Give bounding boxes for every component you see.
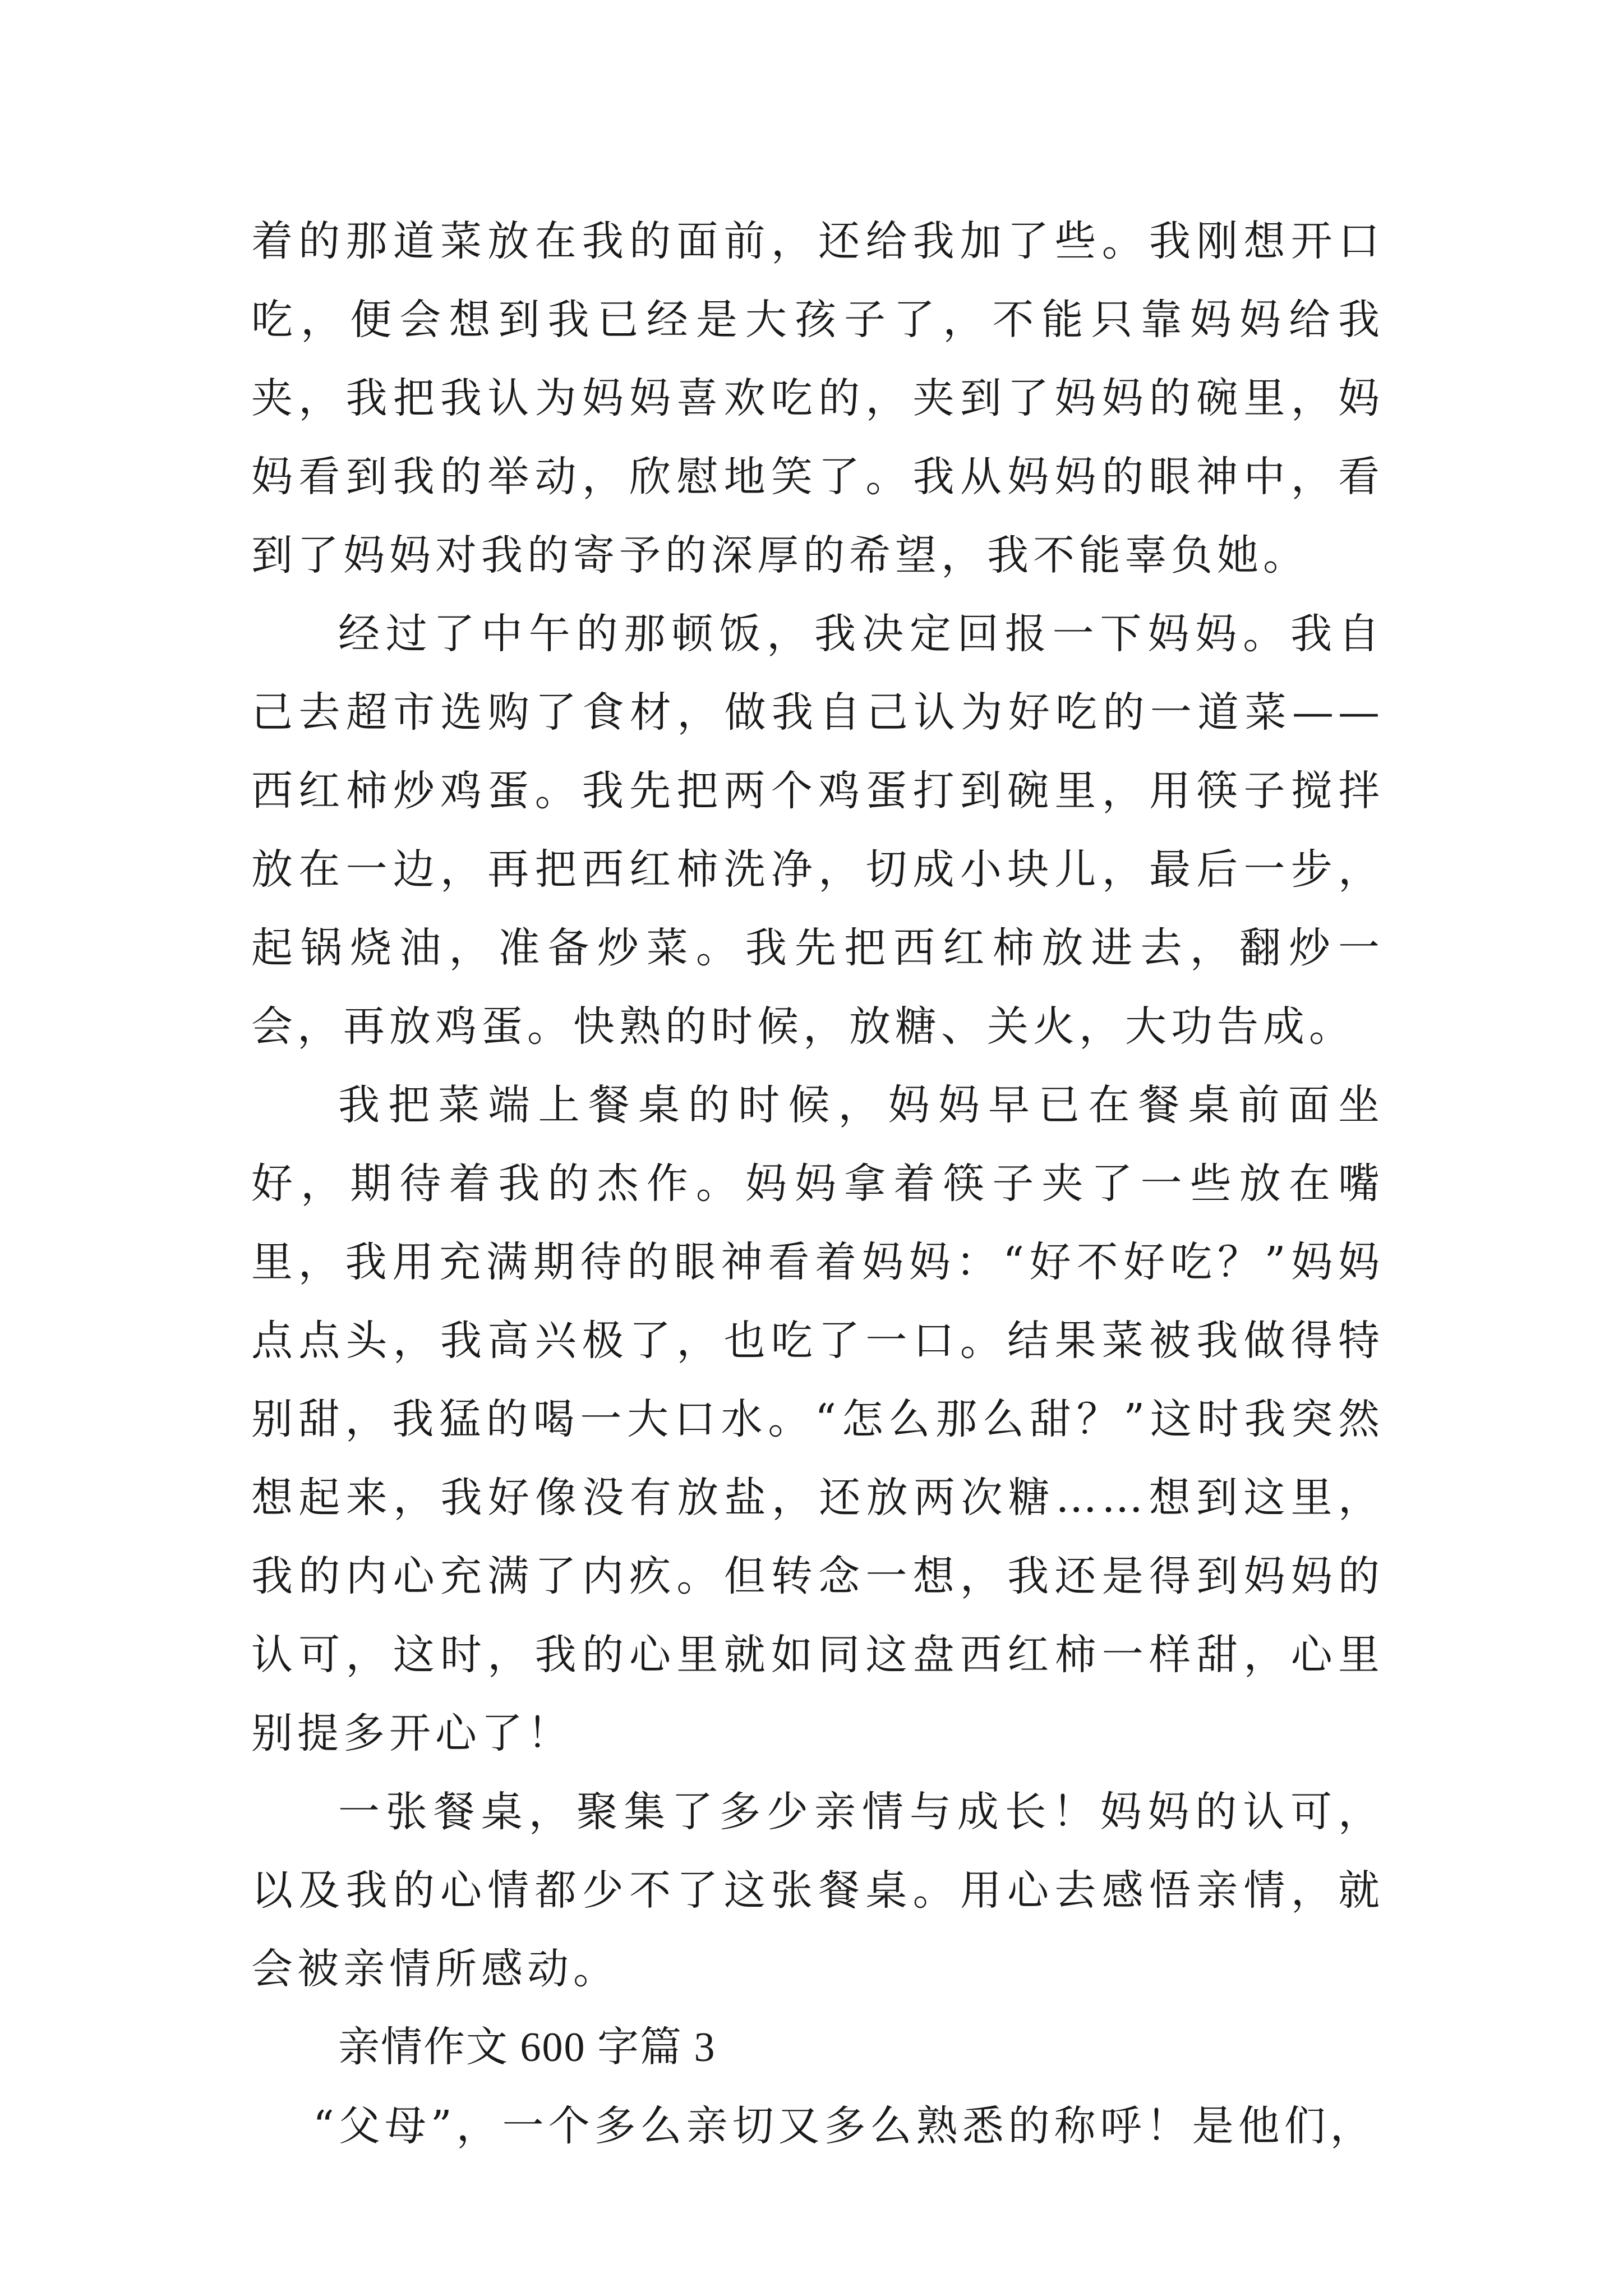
paragraph-cooking: 经过了中午的那顿饭，我决定回报一下妈妈。我自己去超市选购了食材，做我自己认为好吃的一道菜——西红柿炒鸡蛋。我先把两个鸡蛋打到碗里，用筷子搅拌放在一边，再把西红柿洗净，切成小块儿，最后一步，起锅烧油，准备炒菜。我先把西红柿放进去，翻炒一会，再放鸡蛋。快熟的时候，放糖、关火，大功告成。 <box>251 610 1384 1051</box>
section-heading: 亲情作文 600 字篇 3 <box>338 2024 716 2070</box>
paragraph-parents-intro: “父母”，一个多么亲切又多么熟悉的称呼！是他们， <box>313 2102 1376 2150</box>
paragraph-conclusion: 一张餐桌，聚集了多少亲情与成长！妈妈的认可，以及我的心情都少不了这张餐桌。用心去感悟亲情，就会被亲情所感动。 <box>251 1788 1384 1993</box>
paragraph-continuation: 着的那道菜放在我的面前，还给我加了些。我刚想开口吃，便会想到我已经是大孩子了，不能只靠妈妈给我夹，我把我认为妈妈喜欢吃的，夹到了妈妈的碗里，妈妈看到我的举动，欣慰地笑了。我从妈妈的眼神中，看到了妈妈对我的寄予的深厚的希望，我不能辜负她。 <box>251 217 1384 579</box>
paragraph-dinner-table: 我把菜端上餐桌的时候，妈妈早已在餐桌前面坐好，期待着我的杰作。妈妈拿着筷子夹了一些放在嘴里，我用充满期待的眼神看着妈妈：“好不好吃？”妈妈点点头，我高兴极了，也吃了一口。结果菜被我做得特别甜，我猛的喝一大口水。“怎么那么甜？”这时我突然想起来，我好像没有放盐，还放两次糖……想到这里，我的内心充满了内疚。但转念一想，我还是得到妈妈的认可，这时，我的心里就如同这盘西红柿一样甜，心里别提多开心了！ <box>251 1081 1384 1757</box>
document-body <box>251 202 1384 2165</box>
